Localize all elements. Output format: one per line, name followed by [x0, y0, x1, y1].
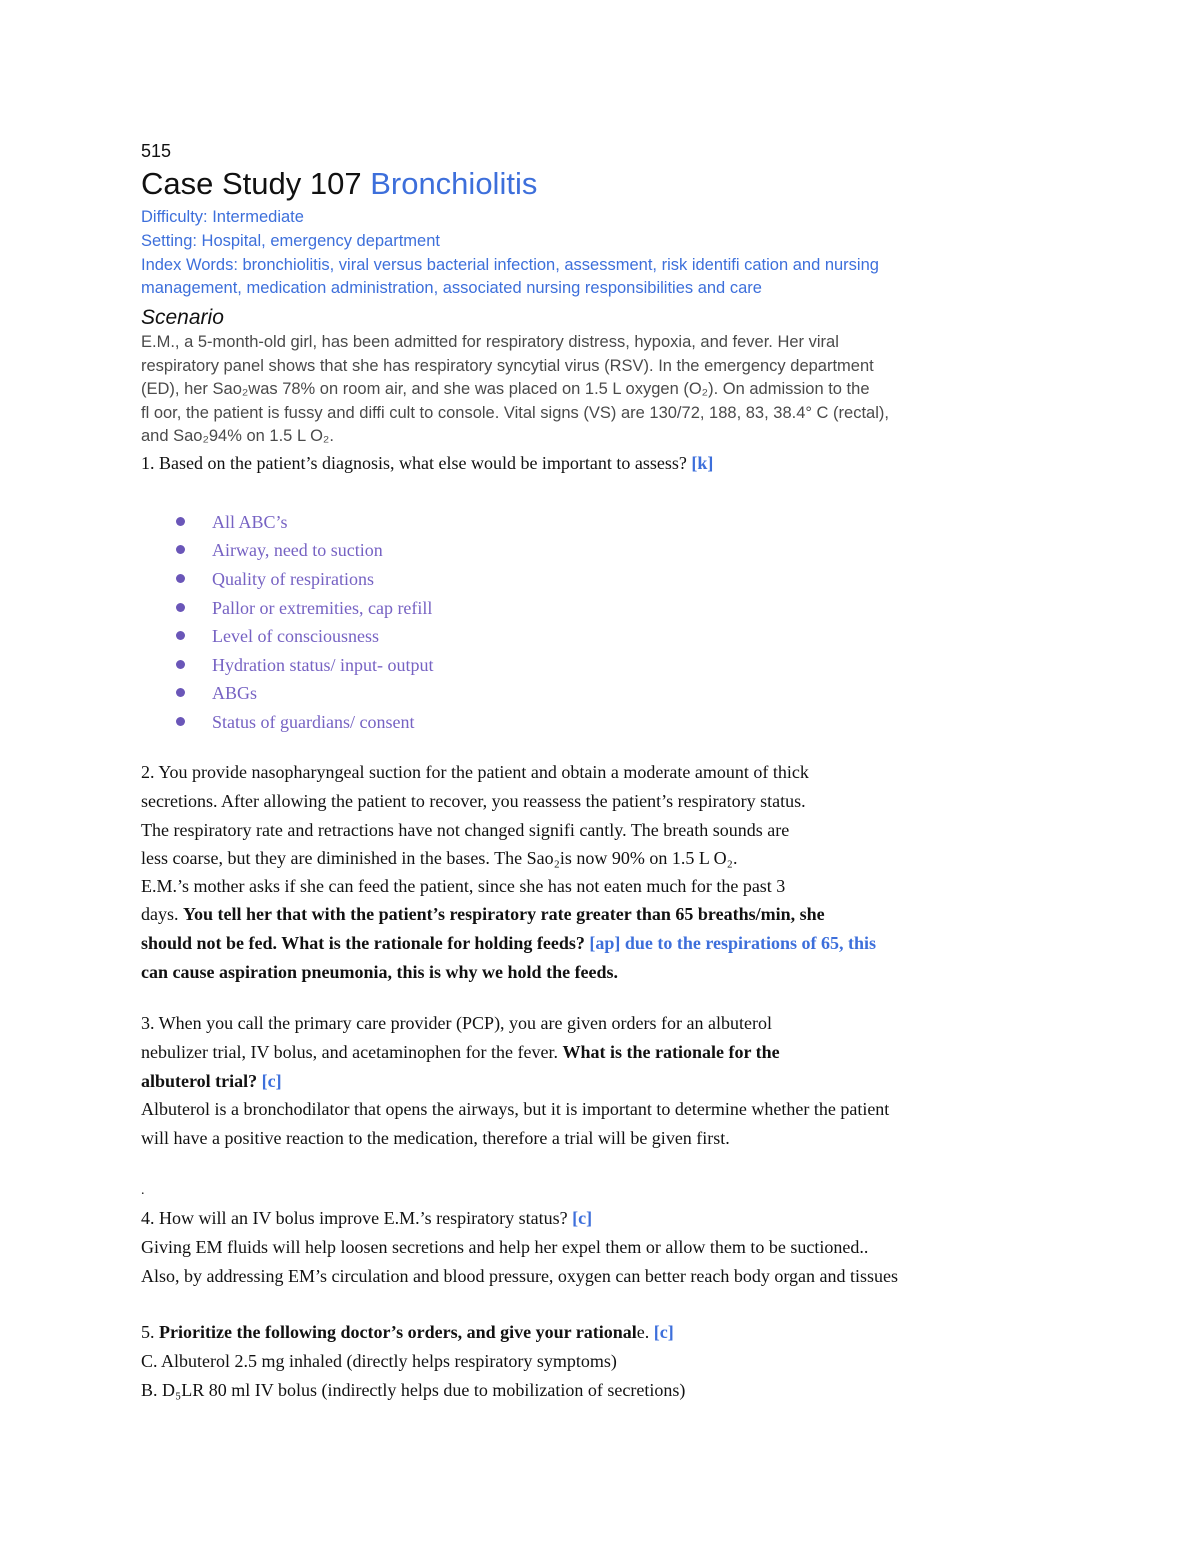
question-3-line: 3. When you call the primary care provider (PCP), you are given orders for an albuterol [141, 1013, 772, 1033]
list-item [176, 594, 433, 623]
question-5-answer: B. D₅LR 80 ml IV bolus (indirectly helps due to mobilization of secretions) [141, 1380, 686, 1400]
list-item-label: Quality of respirations [212, 568, 374, 589]
list-item [176, 680, 433, 709]
list-item-label: Pallor or extremities, cap refill [212, 597, 433, 618]
bold-question: What is the rationale for the [562, 1042, 780, 1062]
list-item [176, 651, 433, 680]
bullet-icon [176, 574, 185, 583]
setting-line: Setting: Hospital, emergency department [141, 232, 440, 250]
index-words-line-1: Index Words: bronchiolitis, viral versus bacterial infection, assessment, risk identifi cation and nursing [141, 256, 879, 274]
stray-dot: . [141, 1183, 145, 1198]
question-1-tag: [k] [691, 453, 714, 473]
question-3-line [141, 1071, 282, 1092]
answer-text: [ap] due to the respirations of 65, this [589, 933, 877, 953]
page-number: 515 [141, 141, 172, 161]
scenario-heading: Scenario [141, 306, 224, 329]
bullet-icon [176, 688, 185, 697]
index-words-line-2: management, medication administration, associated nursing responsibilities and care [141, 279, 762, 297]
question-1 [141, 453, 713, 474]
question-5 [141, 1322, 674, 1343]
question-5-answer: C. Albuterol 2.5 mg inhaled (directly helps respiratory symptoms) [141, 1351, 617, 1371]
difficulty-line: Difficulty: Intermediate [141, 208, 304, 226]
bullet-icon [176, 717, 185, 726]
question-3-tag: [c] [261, 1071, 282, 1091]
list-item-label: ABGs [212, 683, 258, 704]
list-item [176, 622, 433, 651]
scenario-line: E.M., a 5-month-old girl, has been admitted for respiratory distress, hypoxia, and fever. Her viral [141, 333, 839, 351]
question-2-answer: can cause aspiration pneumonia, this is why we hold the feeds. [141, 962, 619, 982]
bold-question: should not be fed. What is the rationale for holding feeds? [141, 933, 590, 953]
question-2-line: less coarse, but they are diminished in the bases. The Sao₂is now 90% on 1.5 L O₂. [141, 848, 738, 868]
title-topic: Bronchiolitis [370, 166, 538, 201]
plain-text: days. [141, 904, 183, 924]
list-item-label: Hydration status/ input- output [212, 654, 434, 675]
bold-question: albuterol trial? [141, 1071, 262, 1091]
list-item [176, 537, 433, 566]
question-4 [141, 1208, 592, 1229]
list-item-label: All ABC’s [212, 511, 288, 532]
bold-question: You tell her that with the patient’s respiratory rate greater than 65 breaths/min, she [183, 904, 825, 924]
question-4-answer: Giving EM fluids will help loosen secretions and help her expel them or allow them to be suctioned.. [141, 1237, 869, 1257]
assessment-list [176, 508, 433, 737]
bullet-icon [176, 660, 185, 669]
question-4-answer: Also, by addressing EM’s circulation and blood pressure, oxygen can better reach body organ and tissues [141, 1266, 898, 1286]
question-2-line: 2. You provide nasopharyngeal suction for the patient and obtain a moderate amount of thick [141, 762, 809, 782]
question-2-line [141, 933, 876, 954]
question-2-line: E.M.’s mother asks if she can feed the patient, since she has not eaten much for the past 3 [141, 876, 786, 896]
scenario-line: fl oor, the patient is fussy and diffi cult to console. Vital signs (VS) are 130/72, 188, 83, 38.4° C (rectal), [141, 404, 889, 422]
question-4-tag: [c] [572, 1208, 593, 1228]
title-prefix: Case Study 107 [141, 166, 371, 201]
plain-text: e. [636, 1322, 654, 1342]
list-item [176, 565, 433, 594]
question-5-number: 5. [141, 1322, 159, 1342]
list-item-label: Level of consciousness [212, 626, 379, 647]
bold-question: Prioritize the following doctor’s orders, and give your rational [159, 1322, 637, 1342]
list-item-label: Status of guardians/ consent [212, 711, 415, 732]
question-5-tag: [c] [653, 1322, 674, 1342]
scenario-line: and Sao₂94% on 1.5 L O₂. [141, 427, 334, 445]
bullet-icon [176, 545, 185, 554]
question-2-line: The respiratory rate and retractions have not changed signifi cantly. The breath sounds are [141, 820, 790, 840]
question-3-line [141, 1042, 780, 1063]
list-item-label: Airway, need to suction [212, 540, 383, 561]
question-3-answer: will have a positive reaction to the medication, therefore a trial will be given first. [141, 1128, 730, 1148]
question-3-answer: Albuterol is a bronchodilator that opens the airways, but it is important to determine whether the patient [141, 1099, 890, 1119]
list-item [176, 708, 433, 737]
scenario-line: respiratory panel shows that she has respiratory syncytial virus (RSV). In the emergency department [141, 357, 874, 375]
page-title [141, 166, 537, 202]
bullet-icon [176, 631, 185, 640]
list-item [176, 508, 433, 537]
question-2-line: secretions. After allowing the patient to recover, you reassess the patient’s respiratory status. [141, 791, 806, 811]
question-1-text: 1. Based on the patient’s diagnosis, what else would be important to assess? [141, 453, 692, 473]
bullet-icon [176, 517, 185, 526]
question-4-text: 4. How will an IV bolus improve E.M.’s respiratory status? [141, 1208, 573, 1228]
plain-text: nebulizer trial, IV bolus, and acetaminophen for the fever. [141, 1042, 563, 1062]
question-2-line [141, 904, 825, 925]
bullet-icon [176, 603, 185, 612]
scenario-line: (ED), her Sao₂was 78% on room air, and she was placed on 1.5 L oxygen (O₂). On admission to the [141, 380, 870, 398]
